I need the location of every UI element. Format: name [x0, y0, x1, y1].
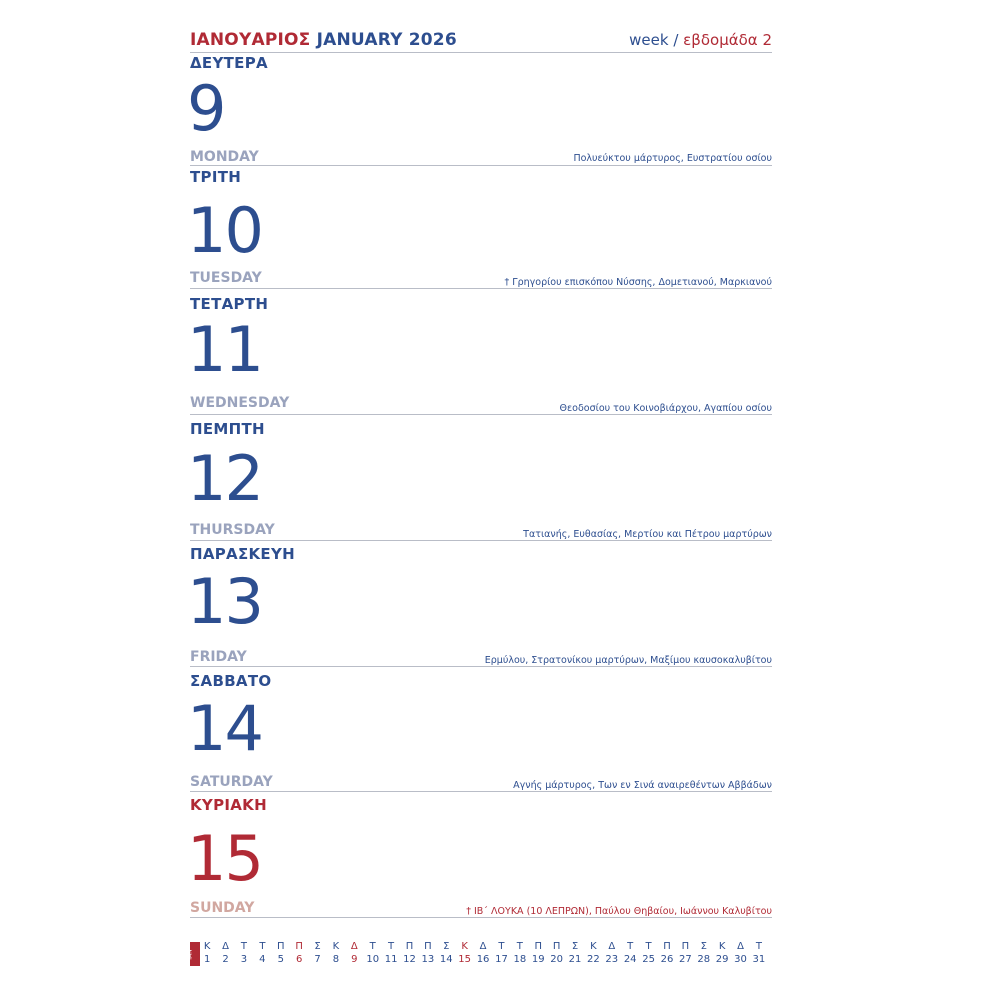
- month-strip-day-number: 22: [587, 954, 600, 965]
- month-strip-days: [198, 940, 768, 966]
- day-entry-tuesday[interactable]: [187, 168, 772, 294]
- day-entry-saturday[interactable]: [187, 672, 772, 798]
- month-strip-day-number: 7: [314, 954, 321, 965]
- month-strip-day-letter: Δ: [737, 941, 744, 952]
- month-strip-day[interactable]: [511, 940, 529, 966]
- month-strip-day[interactable]: [198, 940, 216, 966]
- day-divider: [190, 288, 772, 289]
- month-strip-day[interactable]: [750, 940, 768, 966]
- month-strip-day-number: 23: [605, 954, 619, 965]
- month-strip-day[interactable]: [713, 940, 731, 966]
- day-divider: [190, 917, 772, 918]
- month-strip-day-number: 26: [660, 954, 674, 965]
- month-title-english: JANUARY 2026: [316, 30, 457, 50]
- day-name-english: TUESDAY: [190, 270, 262, 286]
- month-strip-day[interactable]: [492, 940, 510, 966]
- month-strip-day-letter: Σ: [314, 941, 321, 952]
- month-strip-day-number: 8: [332, 954, 340, 965]
- month-strip-day-number: 28: [697, 954, 711, 965]
- month-strip-day-number: 14: [439, 954, 453, 965]
- month-strip-day[interactable]: [364, 940, 382, 966]
- month-strip-day-letter: Τ: [240, 941, 248, 952]
- month-strip-day[interactable]: [400, 940, 418, 966]
- month-strip-day-letter: Σ: [571, 941, 579, 952]
- day-number: 13: [187, 565, 262, 638]
- week-label-greek: εβδομάδα 2: [683, 31, 772, 49]
- day-name-english: FRIDAY: [190, 649, 247, 665]
- month-strip-day-number: 2: [222, 954, 229, 965]
- month-strip-day-letter: Τ: [645, 941, 652, 952]
- month-strip-day-letter: Π: [552, 941, 561, 952]
- day-number: 11: [187, 313, 262, 386]
- month-strip-day-letter: Τ: [627, 941, 634, 952]
- saints-of-day: Αγνής μάρτυρος, Των εν Σινά αναιρεθέντων Αββάδων: [513, 780, 772, 791]
- week-label-english: week: [629, 31, 669, 49]
- month-strip-day-letter: Δ: [222, 941, 229, 952]
- month-strip-day-letter: Τ: [755, 941, 762, 952]
- month-strip-day-number: 21: [568, 954, 582, 965]
- month-strip-day[interactable]: [272, 940, 290, 966]
- day-name-english: SUNDAY: [190, 900, 255, 916]
- saints-of-day: Τατιανής, Ευθασίας, Μερτίου και Πέτρου μαρτύρων: [523, 529, 772, 540]
- month-strip-day-letter: Π: [295, 941, 303, 952]
- day-name-greek: ΤΕΤΑΡΤΗ: [190, 295, 269, 313]
- month-strip-day-number: 20: [550, 954, 563, 965]
- day-number: 12: [187, 442, 262, 515]
- month-strip-day-letter: Π: [663, 941, 671, 952]
- day-entry-friday[interactable]: [187, 545, 772, 671]
- month-strip-day[interactable]: [621, 940, 639, 966]
- day-name-greek: ΔΕΥΤΕΡΑ: [190, 54, 268, 72]
- header-divider: [190, 52, 772, 53]
- day-name-greek: ΤΡΙΤΗ: [190, 168, 242, 186]
- month-title: [190, 30, 457, 50]
- month-strip-day[interactable]: [437, 940, 455, 966]
- month-strip-day-letter: Π: [681, 941, 690, 952]
- month-strip-day[interactable]: [695, 940, 713, 966]
- month-strip-day-letter: Σ: [700, 941, 707, 952]
- saints-of-day: Πολυεύκτου μάρτυρος, Ευστρατίου οσίου: [573, 153, 772, 164]
- week-label: [629, 31, 772, 49]
- month-strip-day-number: 18: [513, 954, 527, 965]
- month-strip-day-number: 25: [642, 954, 655, 965]
- month-strip-day-letter: Σ: [443, 941, 450, 952]
- month-strip-day-number: 4: [259, 954, 266, 965]
- saints-of-day: † Γρηγορίου επισκόπου Νύσσης, Δομετιανού, Μαρκιανού: [504, 277, 772, 288]
- month-strip-day[interactable]: [566, 940, 584, 966]
- month-strip-day-number: 27: [678, 954, 692, 965]
- month-strip-day-number: 12: [403, 954, 416, 965]
- day-name-greek: ΣΑΒΒΑΤΟ: [190, 672, 272, 690]
- month-strip-day[interactable]: [345, 940, 363, 966]
- month-strip-day-letter: Κ: [332, 941, 340, 952]
- month-strip-day[interactable]: [290, 940, 308, 966]
- month-strip-day[interactable]: [731, 940, 749, 966]
- day-name-greek: ΠΑΡΑΣΚΕΥΗ: [190, 545, 295, 563]
- month-tab-label: ΙΑΝ: [186, 949, 194, 960]
- day-number: 14: [187, 692, 262, 765]
- day-name-english: WEDNESDAY: [190, 395, 290, 411]
- month-strip-day[interactable]: [603, 940, 621, 966]
- month-strip-day[interactable]: [676, 940, 694, 966]
- day-number: 10: [187, 194, 262, 267]
- week-separator: /: [673, 31, 679, 49]
- month-strip-day[interactable]: [584, 940, 602, 966]
- month-strip-day-number: 10: [366, 954, 380, 965]
- month-strip-day-letter: Π: [534, 941, 542, 952]
- day-entry-thursday[interactable]: [187, 420, 772, 546]
- month-strip-day-letter: Κ: [203, 941, 211, 952]
- month-title-greek: ΙΑΝΟΥΑΡΙΟΣ: [190, 30, 311, 50]
- saints-of-day: Θεοδοσίου του Κοινοβιάρχου, Αγαπίου οσίου: [559, 403, 772, 414]
- month-strip-day-letter: Τ: [388, 941, 395, 952]
- month-strip-day-letter: Τ: [369, 941, 376, 952]
- day-name-english: THURSDAY: [190, 522, 275, 538]
- month-strip-day-number: 5: [277, 954, 284, 965]
- month-strip-day-number: 24: [623, 954, 637, 965]
- month-strip-day-number: 13: [421, 954, 435, 965]
- month-strip-day[interactable]: [474, 940, 492, 966]
- day-divider: [190, 791, 772, 792]
- day-entry-monday[interactable]: [187, 54, 772, 180]
- month-strip-day-letter: Δ: [350, 941, 358, 952]
- month-strip-day[interactable]: [382, 940, 400, 966]
- month-strip-day-letter: Π: [276, 941, 285, 952]
- month-strip-day[interactable]: [658, 940, 676, 966]
- month-strip-day-number: 1: [204, 954, 211, 965]
- month-strip-day-letter: Δ: [608, 941, 616, 952]
- day-entry-wednesday[interactable]: [187, 295, 772, 421]
- month-strip-day-letter: Τ: [516, 941, 523, 952]
- page-header: [190, 30, 772, 52]
- day-name-english: SATURDAY: [190, 774, 273, 790]
- month-strip-day-number: 15: [458, 954, 472, 965]
- month-strip-day-number: 29: [715, 954, 729, 965]
- saints-of-day: † ΙΒ΄ ΛΟΥΚΑ (10 ΛΕΠΡΩΝ), Παύλου Θηβαίου, Ιωάννου Καλυβίτου: [466, 906, 772, 917]
- month-strip-day-number: 3: [240, 954, 248, 965]
- day-name-english: MONDAY: [190, 149, 259, 165]
- month-strip-day-letter: Δ: [479, 941, 487, 952]
- month-strip-day-number: 17: [495, 954, 508, 965]
- day-number: 9: [187, 72, 225, 145]
- day-divider: [190, 540, 772, 541]
- month-strip-day-letter: Κ: [718, 941, 726, 952]
- day-number: 15: [187, 822, 262, 895]
- day-entry-sunday[interactable]: [187, 796, 772, 922]
- month-strip-day[interactable]: [639, 940, 657, 966]
- day-divider: [190, 414, 772, 415]
- month-strip-day[interactable]: [455, 940, 473, 966]
- month-strip-day[interactable]: [547, 940, 565, 966]
- month-strip-day-number: 6: [295, 954, 303, 965]
- month-strip-day-letter: Τ: [259, 941, 266, 952]
- month-strip-day[interactable]: [216, 940, 234, 966]
- day-divider: [190, 165, 772, 166]
- day-name-greek: ΚΥΡΙΑΚΗ: [190, 796, 267, 814]
- month-strip-day-number: 19: [531, 954, 545, 965]
- month-strip-day[interactable]: [419, 940, 437, 966]
- month-strip-day-number: 9: [351, 954, 358, 965]
- month-strip-day-number: 31: [752, 954, 766, 965]
- month-strip-day-letter: Π: [405, 941, 414, 952]
- month-strip-day-letter: Π: [424, 941, 432, 952]
- month-strip-day-number: 11: [384, 954, 398, 965]
- month-strip-day[interactable]: [253, 940, 271, 966]
- month-strip-day-letter: Κ: [590, 941, 597, 952]
- month-strip-day-number: 30: [734, 954, 747, 965]
- month-strip-day[interactable]: [529, 940, 547, 966]
- month-strip-day[interactable]: [235, 940, 253, 966]
- month-strip-day[interactable]: [308, 940, 326, 966]
- saints-of-day: Ερμύλου, Στρατονίκου μαρτύρων, Μαξίμου καυσοκαλυβίτου: [484, 655, 772, 666]
- month-strip-day-letter: Τ: [498, 941, 505, 952]
- day-name-greek: ΠΕΜΠΤΗ: [190, 420, 265, 438]
- month-day-strip: [186, 940, 790, 968]
- month-strip-day-letter: Κ: [461, 941, 468, 952]
- month-strip-day-number: 16: [476, 954, 490, 965]
- month-strip-day[interactable]: [327, 940, 345, 966]
- day-divider: [190, 666, 772, 667]
